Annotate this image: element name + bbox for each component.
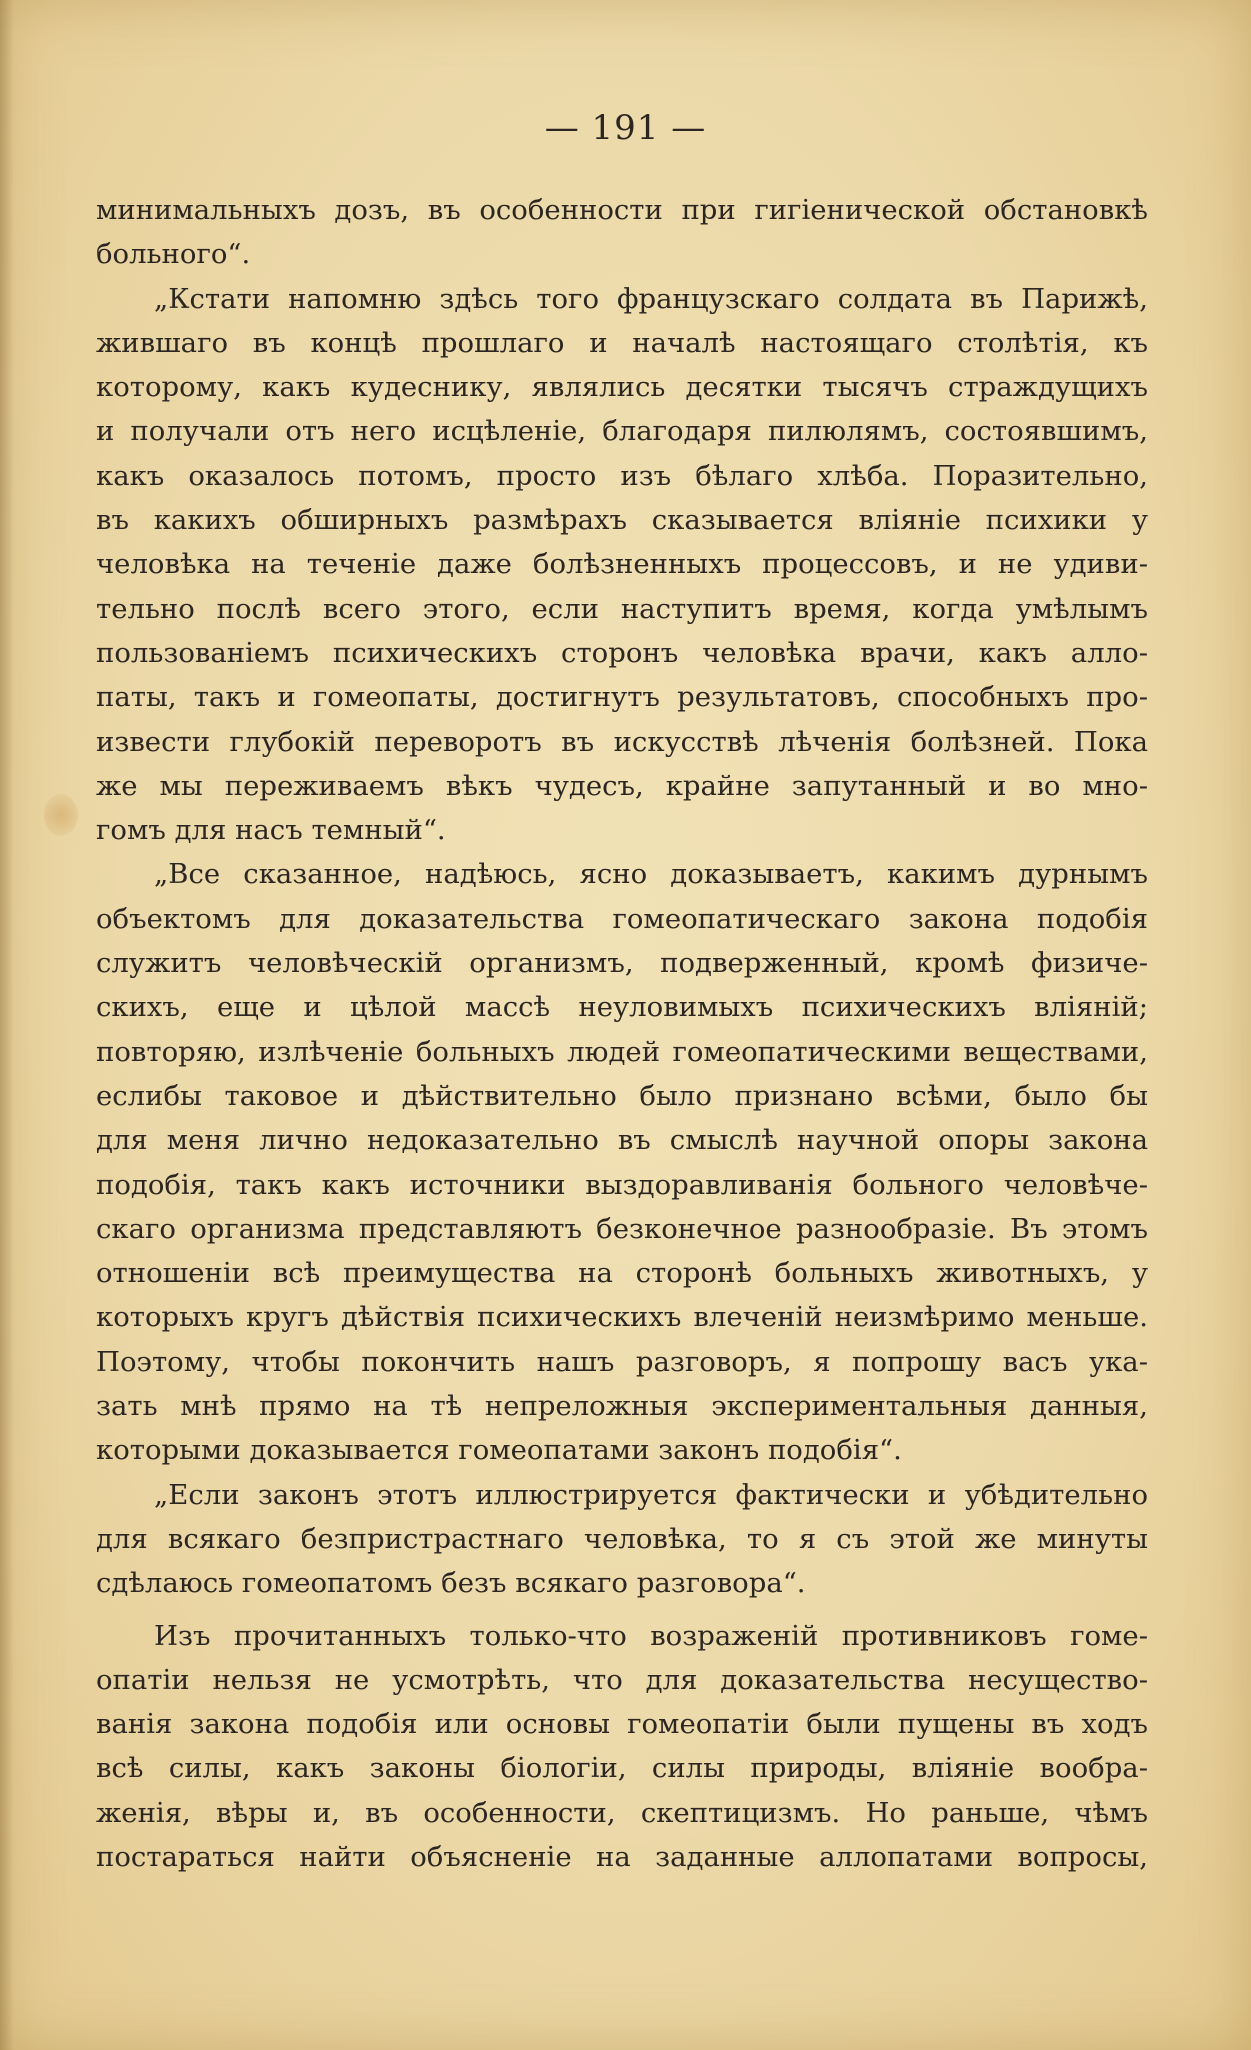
text-line: которыхъ кругъ дѣйствія психическихъ влеченій неизмѣримо меньше. — [96, 1301, 1148, 1334]
text-line: и получали отъ него исцѣленіе, благодаря пилюлямъ, состоявшимъ, — [96, 415, 1148, 448]
text-line: для меня лично недоказательно въ смыслѣ научной опоры закона — [96, 1124, 1148, 1157]
text-line: тельно послѣ всего этого, если наступитъ время, когда умѣлымъ — [96, 592, 1148, 625]
text-line: Поэтому, чтобы покончить нашъ разговоръ, я попрошу васъ ука- — [96, 1345, 1148, 1378]
body-text — [96, 188, 1148, 1879]
text-line: которыми доказывается гомеопатами законъ подобія“. — [96, 1434, 902, 1467]
text-line: сдѣлаюсь гомеопатомъ безъ всякаго разговора“. — [96, 1567, 806, 1600]
text-line: человѣка на теченіе даже болѣзненныхъ процессовъ, и не удиви- — [96, 548, 1148, 581]
page-number: — 191 — — [544, 108, 707, 148]
text-line: для всякаго безпристрастнаго человѣка, то я съ этой же минуты — [96, 1522, 1148, 1555]
text-line: извести глубокій переворотъ въ искусствѣ лѣченія болѣзней. Пока — [96, 725, 1148, 758]
text-line: скихъ, еще и цѣлой массѣ неуловимыхъ психическихъ вліяній; — [96, 991, 1148, 1024]
text-line: всѣ силы, какъ законы біологіи, силы природы, вліяніе вообра- — [96, 1752, 1148, 1785]
text-line: постараться найти объясненіе на заданные аллопатами вопросы, — [96, 1840, 1148, 1873]
text-line: подобія, такъ какъ источники выздоравливанія больного человѣче- — [96, 1168, 1148, 1201]
text-line: пользованіемъ психическихъ сторонъ человѣка врачи, какъ алло- — [96, 636, 1148, 669]
text-line: зать мнѣ прямо на тѣ непреложныя экспериментальныя данныя, — [96, 1390, 1148, 1423]
text-line: Изъ прочитанныхъ только-что возраженій противниковъ гоме- — [154, 1619, 1148, 1652]
text-line: ванія закона подобія или основы гомеопатіи были пущены въ ходъ — [96, 1708, 1148, 1741]
text-line: паты, такъ и гомеопаты, достигнутъ результатовъ, способныхъ про- — [96, 681, 1148, 714]
text-line: которому, какъ кудеснику, являлись десятки тысячъ страждущихъ — [96, 371, 1148, 404]
text-line: объектомъ для доказательства гомеопатическаго закона подобія — [96, 902, 1148, 935]
text-line: отношеніи всѣ преимущества на сторонѣ больныхъ животныхъ, у — [96, 1257, 1148, 1290]
text-line: опатіи нельзя не усмотрѣть, что для доказательства несущество- — [96, 1663, 1148, 1696]
paragraph-gap — [96, 1606, 1148, 1614]
text-line: служитъ человѣческій организмъ, подверженный, кромѣ физиче- — [96, 947, 1148, 980]
paper-stain — [44, 794, 78, 836]
text-line: минимальныхъ дозъ, въ особенности при гигіенической обстановкѣ — [96, 194, 1148, 226]
text-line: гомъ для насъ темный“. — [96, 814, 446, 847]
text-line: еслибы таковое и дѣйствительно было признано всѣми, было бы — [96, 1079, 1148, 1112]
text-line: жившаго въ концѣ прошлаго и началѣ настоящаго столѣтія, къ — [96, 326, 1148, 359]
text-line: повторяю, излѣченіе больныхъ людей гомеопатическими веществами, — [96, 1035, 1148, 1068]
text-line: „Если законъ этотъ иллюстрируется фактически и убѣдительно — [154, 1478, 1148, 1511]
text-line: какъ оказалось потомъ, просто изъ бѣлаго хлѣба. Поразительно, — [96, 459, 1148, 492]
text-line: „Все сказанное, надѣюсь, ясно доказываетъ, какимъ дурнымъ — [154, 858, 1148, 891]
text-line: же мы переживаемъ вѣкъ чудесъ, крайне запутанный и во мно- — [96, 769, 1148, 802]
text-line: больного“. — [96, 238, 251, 271]
text-line: женія, вѣры и, въ особенности, скептицизмъ. Но раньше, чѣмъ — [96, 1796, 1148, 1829]
text-line: „Кстати напомню здѣсь того французскаго солдата въ Парижѣ, — [154, 282, 1148, 315]
text-line: скаго организма представляютъ безконечное разнообразіе. Въ этомъ — [96, 1212, 1148, 1245]
page-left-edge-shadow — [0, 0, 14, 2050]
text-line: въ какихъ обширныхъ размѣрахъ сказывается вліяніе психики у — [96, 504, 1148, 537]
